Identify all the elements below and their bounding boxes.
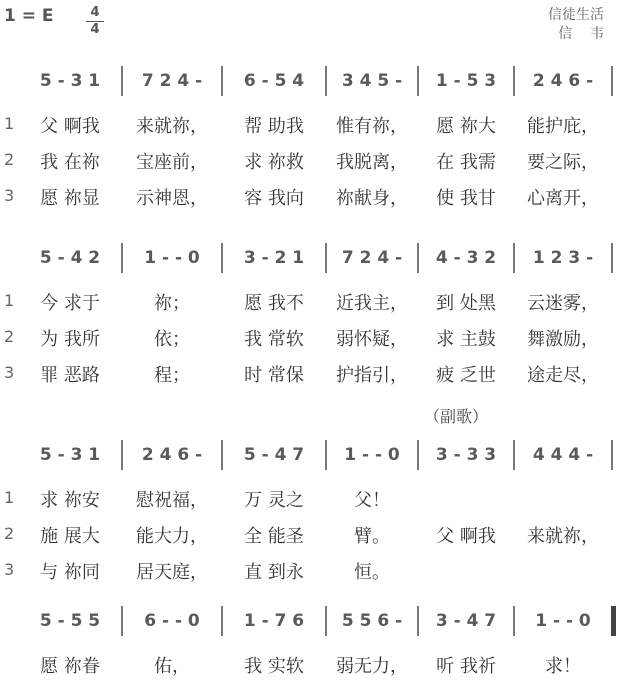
measure-notes: 5 - 4 7 [243,445,305,465]
lyric-text: 愿 祢眷 [40,656,100,677]
lyric-text: 能大力， [136,526,208,547]
lyric-text: 慰祝福， [136,490,208,511]
measure-notes: 2 4 6 - [532,71,594,91]
measure-notes: 6 - 5 4 [243,71,305,91]
lyric-text: 帮 助我 [244,116,304,137]
lyric-text: 愿 祢显 [40,188,100,209]
measure-notes: 3 - 3 3 [435,445,497,465]
lyric-text: 护指引， [336,365,408,386]
lyric-text [418,486,514,512]
time-signature [86,6,104,37]
verse-number: 1 [4,114,15,133]
lyric-text: 心离开， [527,188,599,209]
verse-number: 3 [4,363,15,382]
lyric-text: 程； [154,365,190,386]
measure-notes: 1 - - 0 [535,611,591,631]
measure-notes: 7 2 4 - [341,248,403,268]
lyric-text: 臂。 [354,526,390,547]
measure-notes: 5 - 3 1 [39,71,101,91]
lyric-text: 施 展大 [40,526,100,547]
notes-row [0,442,628,468]
lyric-text: 罪 恶路 [40,365,100,386]
measure-notes: 1 - 5 3 [435,71,497,91]
lyric-row [0,558,628,584]
measure-notes: 3 - 2 1 [243,248,305,268]
lyric-row [0,112,628,138]
refrain-label: （副歌） [424,407,489,426]
lyric-text: 能护庇， [527,116,599,137]
measure-notes: 4 4 4 - [532,445,594,465]
measure-notes: 5 - 5 5 [39,611,101,631]
lyric-text: 弱无力， [336,656,408,677]
lyric-row [0,289,628,315]
measure-notes: 3 - 4 7 [435,611,497,631]
credits [548,6,604,44]
lyric-text: 云迷雾， [527,293,599,314]
lyric-text: 今 求于 [40,293,100,314]
verse-number: 1 [4,488,15,507]
lyric-text: 与 祢同 [40,562,100,583]
lyric-text [514,486,612,512]
lyric-text: 全 能圣 [244,526,304,547]
meter-bottom: 4 [90,22,100,37]
lyric-text: 宝座前， [136,152,208,173]
lyric-text: 在 我需 [436,152,496,173]
lyric-text: 万 灵之 [244,490,304,511]
lyric-text: 来就祢， [527,526,599,547]
lyric-text [418,558,514,584]
measure-notes: 5 - 4 2 [39,248,101,268]
lyric-text: 直 到永 [244,562,304,583]
measure-notes: 1 - - 0 [344,445,400,465]
verse-number: 2 [4,150,15,169]
notes-row [0,608,628,634]
measure-notes: 7 2 4 - [141,71,203,91]
measure-notes: 5 5 6 - [341,611,403,631]
credit-source: 信徒生活 [548,7,604,23]
lyric-text: 祢献身， [336,188,408,209]
measure-notes: 6 - - 0 [144,611,200,631]
notes-row [0,245,628,271]
lyric-text: 我 在祢 [40,152,100,173]
lyric-row [0,184,628,210]
lyric-text: 求！ [545,656,581,677]
lyric-text: 依； [154,329,190,350]
lyric-row [0,522,628,548]
barline [611,66,613,96]
lyric-text: 父 啊我 [40,116,100,137]
measure-notes: 2 4 6 - [141,445,203,465]
lyric-text: 父！ [354,490,390,511]
lyric-text: 我 常软 [244,329,304,350]
lyric-text: 来就祢， [136,116,208,137]
lyric-row [0,486,628,512]
lyric-text: 到 处黑 [436,293,496,314]
measure-notes: 1 - - 0 [144,248,200,268]
lyric-row [0,325,628,351]
verse-number: 3 [4,186,15,205]
lyric-text: 疲 乏世 [436,365,496,386]
lyric-text: 愿 我不 [244,293,304,314]
lyric-text: 祢； [154,293,190,314]
lyric-text: 恒。 [354,562,390,583]
lyric-text: 要之际， [527,152,599,173]
lyric-row [0,652,628,678]
lyric-text: 佑， [154,656,190,677]
barline [611,606,616,636]
verse-number: 2 [4,327,15,346]
barline [611,243,613,273]
notes-row [0,68,628,94]
lyric-text: 居天庭， [136,562,208,583]
lyric-text: 惟有祢， [336,116,408,137]
lyric-text: 愿 祢大 [436,116,496,137]
lyric-text: 舞激励， [527,329,599,350]
lyric-text: 为 我所 [40,329,100,350]
lyric-row [0,148,628,174]
lyric-row [0,361,628,387]
key-signature: 1 = E [4,6,54,26]
verse-number: 2 [4,524,15,543]
measure-notes: 3 4 5 - [341,71,403,91]
lyric-text: 弱怀疑， [336,329,408,350]
credit-author: 信 韦 [558,26,604,42]
lyric-text: 我脱离， [336,152,408,173]
measure-notes: 1 2 3 - [532,248,594,268]
barline [611,440,613,470]
lyric-text: 途走尽， [527,365,599,386]
lyric-text: 我 实软 [244,656,304,677]
lyric-text: 近我主， [336,293,408,314]
measure-notes: 4 - 3 2 [435,248,497,268]
lyric-text: 时 常保 [244,365,304,386]
lyric-text: 求 主鼓 [436,329,496,350]
lyric-text: 求 祢救 [244,152,304,173]
lyric-text: 示神恩， [136,188,208,209]
meter-top: 4 [90,5,100,20]
lyric-text: 使 我甘 [436,188,496,209]
verse-number: 3 [4,560,15,579]
lyric-text: 容 我向 [244,188,304,209]
verse-number: 1 [4,291,15,310]
lyric-text: 听 我祈 [436,656,496,677]
measure-notes: 1 - 7 6 [243,611,305,631]
lyric-text: 求 祢安 [40,490,100,511]
measure-notes: 5 - 3 1 [39,445,101,465]
lyric-text [514,558,612,584]
lyric-text: 父 啊我 [436,526,496,547]
